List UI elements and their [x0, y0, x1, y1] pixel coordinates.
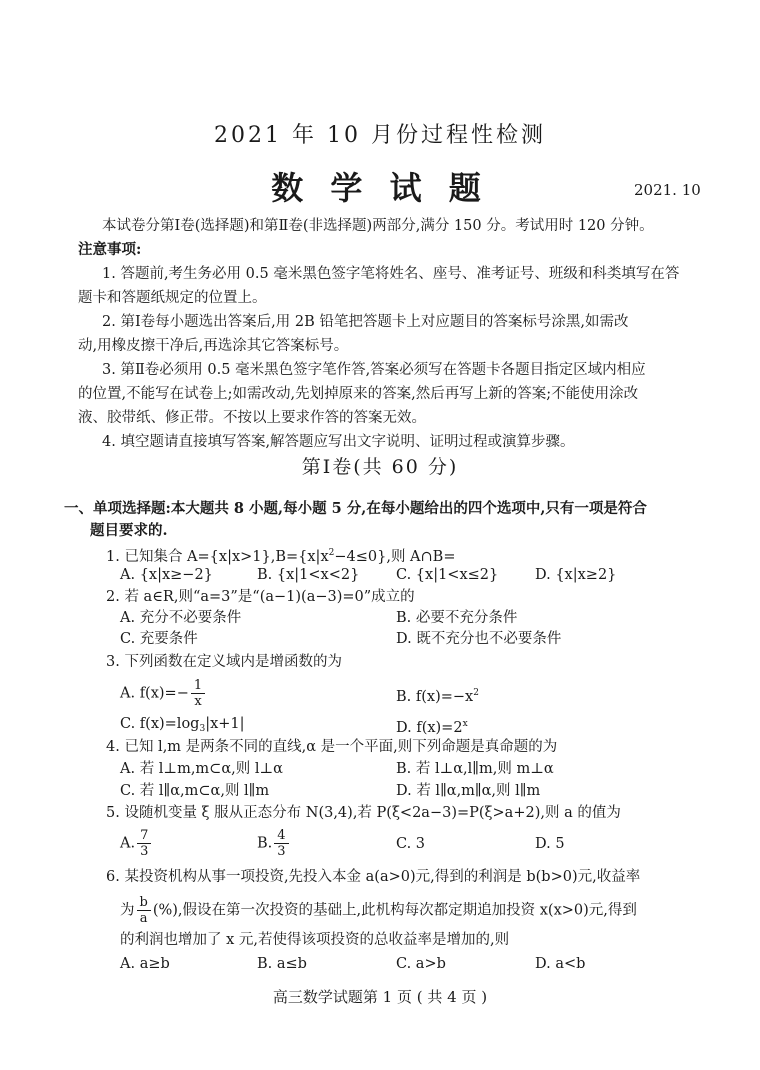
q2-option-b: B. 必要不充分条件 [396, 610, 518, 626]
q2-option-d: D. 既不充分也不必要条件 [396, 631, 562, 647]
q1-option-b: B. {x|1<x<2} [257, 567, 360, 583]
section-title: 第Ⅰ卷(共 60 分) [301, 456, 459, 478]
q4-stem: 4. 已知 l,m 是两条不同的直线,α 是一个平面,则下列命题是真命题的为 [106, 739, 558, 755]
q3-option-a: A. f(x)=− $\frac{1}{x}$ [120, 678, 207, 709]
q2-stem: 2. 若 a∈R,则“a=3”是“(a−1)(a−3)=0”成立的 [106, 589, 415, 605]
q6-option-c: C. a>b [396, 956, 446, 972]
note-2-line-2: 动,用橡皮擦干净后,再选涂其它答案标号。 [78, 338, 349, 354]
intro-text: 本试卷分第Ⅰ卷(选择题)和第Ⅱ卷(非选择题)两部分,满分 150 分。考试用时 120 分钟。 [102, 218, 654, 234]
q2-option-a: A. 充分不必要条件 [120, 610, 242, 626]
q4-option-c: C. 若 l∥α,m⊂α,则 l∥m [120, 783, 270, 799]
q1-option-a: A. {x|x≥−2} [120, 567, 213, 583]
q6-line-1: 6. 某投资机构从事一项投资,先投入本金 a(a>0)元,得到的利润是 b(b>0)元,收益率 [106, 869, 641, 885]
q4-option-d: D. 若 l∥α,m∥α,则 l∥m [396, 783, 541, 799]
note-3-line-2: 的位置,不能写在试卷上;如需改动,先划掉原来的答案,然后再写上新的答案;不能使用涂改 [78, 386, 639, 402]
note-2-line-1: 2. 第Ⅰ卷每小题选出答案后,用 2B 铅笔把答题卡上对应题目的答案标号涂黑,如需改 [102, 314, 629, 330]
q1-option-d: D. {x|x≥2} [535, 567, 617, 583]
q3-stem: 3. 下列函数在定义域内是增函数的为 [106, 654, 342, 670]
q5-option-c: C. 3 [396, 836, 426, 852]
notes-title: 注意事项: [78, 241, 142, 258]
q6-option-a: A. a≥b [120, 956, 170, 972]
q1-option-c: C. {x|1<x≤2} [396, 567, 499, 583]
part-heading-line-2: 题目要求的. [90, 522, 168, 539]
q3-option-c: C. $f(x)=\log_3|x+1|$ [120, 716, 245, 734]
exam-date: 2021. 10 [634, 181, 701, 199]
note-4-line-1: 4. 填空题请直接填写答案,解答题应写出文字说明、证明过程或演算步骤。 [102, 434, 575, 450]
subject-title: 数 学 试 题 [271, 169, 489, 207]
exam-title: 2021 年 10 月份过程性检测 [214, 123, 546, 148]
note-1-line-2: 题卡和答题纸规定的位置上。 [78, 290, 267, 306]
q5-option-a: A. $\frac{7}{3}$ [120, 828, 153, 859]
q5-option-b: B. $\frac{4}{3}$ [257, 828, 291, 859]
part-heading-line-1: 一、单项选择题:本大题共 8 小题,每小题 5 分,在每小题给出的四个选项中,只有一项是符合 [64, 500, 647, 517]
q6-option-b: B. a≤b [257, 956, 307, 972]
note-3-line-1: 3. 第Ⅱ卷必须用 0.5 毫米黑色签字笔作答,答案必须写在答题卡各题目指定区域内相应 [102, 362, 646, 378]
q5-option-d: D. 5 [535, 836, 565, 852]
q4-option-a: A. 若 l⊥m,m⊂α,则 l⊥α [120, 761, 283, 777]
q4-option-b: B. 若 l⊥α,l∥m,则 m⊥α [396, 761, 554, 777]
q6-line-3: 的利润也增加了 x 元,若使得该项投资的总收益率是增加的,则 [120, 932, 510, 948]
q6-option-d: D. a<b [535, 956, 586, 972]
note-3-line-3: 液、胶带纸、修正带。不按以上要求作答的答案无效。 [78, 410, 426, 426]
note-1-line-1: 1. 答题前,考生务必用 0.5 毫米黑色签字笔将姓名、座号、准考证号、班级和科类填写在答 [102, 266, 680, 282]
q3-option-d: D. $f(x)=2^x$ [396, 719, 468, 736]
q5-stem: 5. 设随机变量 ξ 服从正态分布 N(3,4),若 P(ξ<2a−3)=P(ξ>a+2),则 a 的值为 [106, 805, 621, 821]
q1-stem: 1. 已知集合 $A=\{x|x>1\},B=\{x|x^2-4\le 0\}$,则 A∩B= [106, 548, 456, 565]
q2-option-c: C. 充要条件 [120, 631, 198, 647]
q6-line-2: 为 $\frac{b}{a}$ (%),假设在第一次投资的基础上,此机构每次都定期追加投资 x(x>0)元,得到 [120, 895, 637, 926]
page-footer: 高三数学试题第 1 页 ( 共 4 页 ) [272, 988, 488, 1006]
q3-option-b: B. $f(x)=-x^2$ [396, 688, 479, 705]
